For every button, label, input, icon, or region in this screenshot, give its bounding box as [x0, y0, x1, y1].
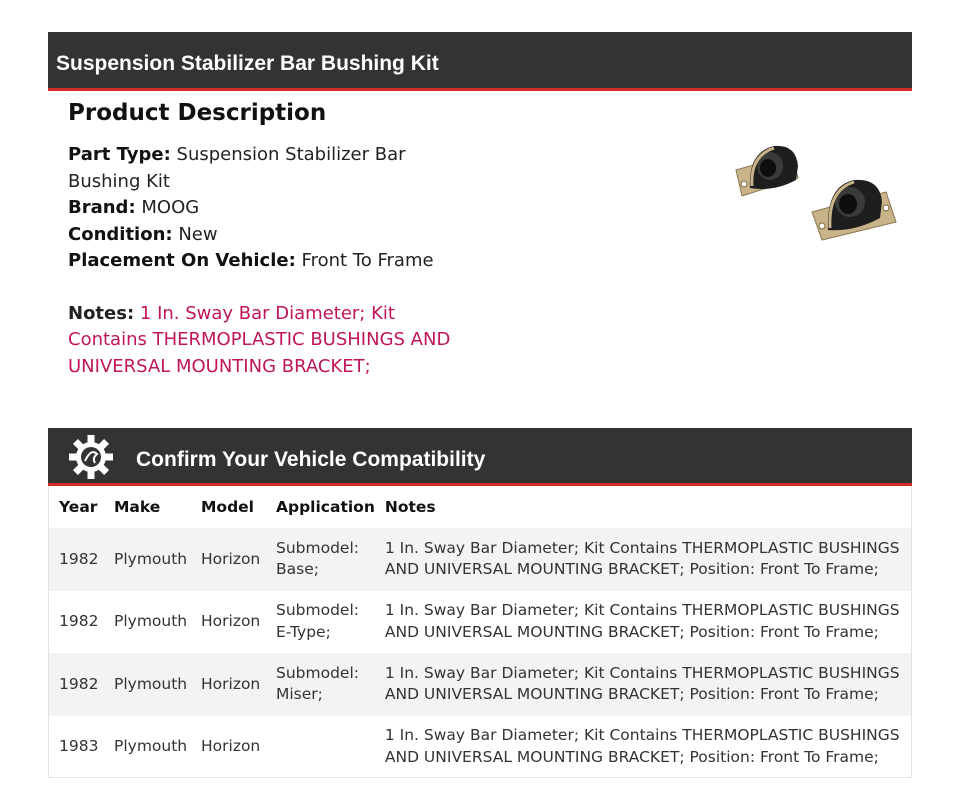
- field-part-type: [68, 142, 468, 195]
- field-brand: [68, 195, 468, 222]
- field-value: New: [178, 223, 218, 245]
- cell-application: Submodel: Miser;: [266, 653, 375, 716]
- field-value: MOOG: [141, 197, 200, 218]
- table-row: [49, 528, 911, 591]
- field-label: Placement On Vehicle:: [68, 250, 296, 271]
- cell-notes: 1 In. Sway Bar Diameter; Kit Contains THERMOPLASTIC BUSHINGS AND UNIVERSAL MOUNTING BRACKET; Position: Front To Frame;: [375, 653, 911, 716]
- page-title: Suspension Stabilizer Bar Bushing Kit: [56, 52, 439, 75]
- notes: [68, 301, 463, 381]
- cell-model: Horizon: [201, 612, 261, 630]
- column-header-year: Year: [59, 498, 98, 516]
- table-row: [49, 716, 911, 779]
- title-bar: [48, 32, 912, 91]
- field-value: Front To Frame: [301, 250, 434, 271]
- notes-value: 1 In. Sway Bar Diameter; Kit Contains THERMOPLASTIC BUSHINGS AND UNIVERSAL MOUNTING BRACKET;: [68, 302, 451, 377]
- cell-model: Horizon: [191, 653, 266, 716]
- table-row: [49, 591, 911, 654]
- cell-year: 1983: [59, 737, 99, 755]
- column-header-make: Make: [114, 498, 161, 516]
- table-header-row: [49, 486, 911, 528]
- cell-notes: 1 In. Sway Bar Diameter; Kit Contains THERMOPLASTIC BUSHINGS AND UNIVERSAL MOUNTING BRACKET; Position: Front To Frame;: [375, 528, 911, 591]
- cell-make: Plymouth: [114, 612, 188, 630]
- column-header-model: Model: [201, 498, 254, 516]
- cell-application: Submodel: E-Type;: [276, 601, 359, 641]
- cell-model: Horizon: [191, 528, 266, 591]
- column-header-application: Application: [276, 498, 375, 516]
- field-placement: [68, 248, 468, 275]
- compatibility-bar: [48, 428, 912, 486]
- cell-year: 1982: [59, 612, 99, 630]
- column-header-notes: Notes: [384, 498, 436, 516]
- compatibility-title: Confirm Your Vehicle Compatibility: [136, 448, 486, 471]
- description-heading: Product Description: [68, 100, 327, 126]
- cell-application: Submodel: Base;: [266, 528, 375, 591]
- cell-make: Plymouth: [104, 653, 191, 716]
- compatibility-table: [48, 486, 912, 778]
- product-description: [68, 98, 468, 380]
- cell-year: 1982: [49, 653, 104, 716]
- cell-notes: 1 In. Sway Bar Diameter; Kit Contains THERMOPLASTIC BUSHINGS AND UNIVERSAL MOUNTING BRACKET; Position: Front To Frame;: [384, 726, 900, 766]
- cell-notes: 1 In. Sway Bar Diameter; Kit Contains THERMOPLASTIC BUSHINGS AND UNIVERSAL MOUNTING BRACKET; Position: Front To Frame;: [384, 601, 900, 641]
- bushing-kit-image: [730, 136, 906, 244]
- table-row: [49, 653, 911, 716]
- field-label: Condition:: [68, 223, 173, 245]
- cell-make: Plymouth: [104, 528, 191, 591]
- field-label: Brand:: [68, 197, 136, 218]
- cell-application: [266, 716, 375, 779]
- cell-year: 1982: [49, 528, 104, 591]
- field-value: Suspension Stabilizer Bar Bushing Kit: [68, 144, 406, 192]
- notes-label: Notes:: [68, 302, 135, 324]
- field-label: Part Type:: [68, 144, 171, 165]
- cell-make: Plymouth: [114, 737, 188, 755]
- cell-model: Horizon: [201, 737, 261, 755]
- gear-icon: [68, 434, 114, 480]
- field-condition: [68, 222, 468, 249]
